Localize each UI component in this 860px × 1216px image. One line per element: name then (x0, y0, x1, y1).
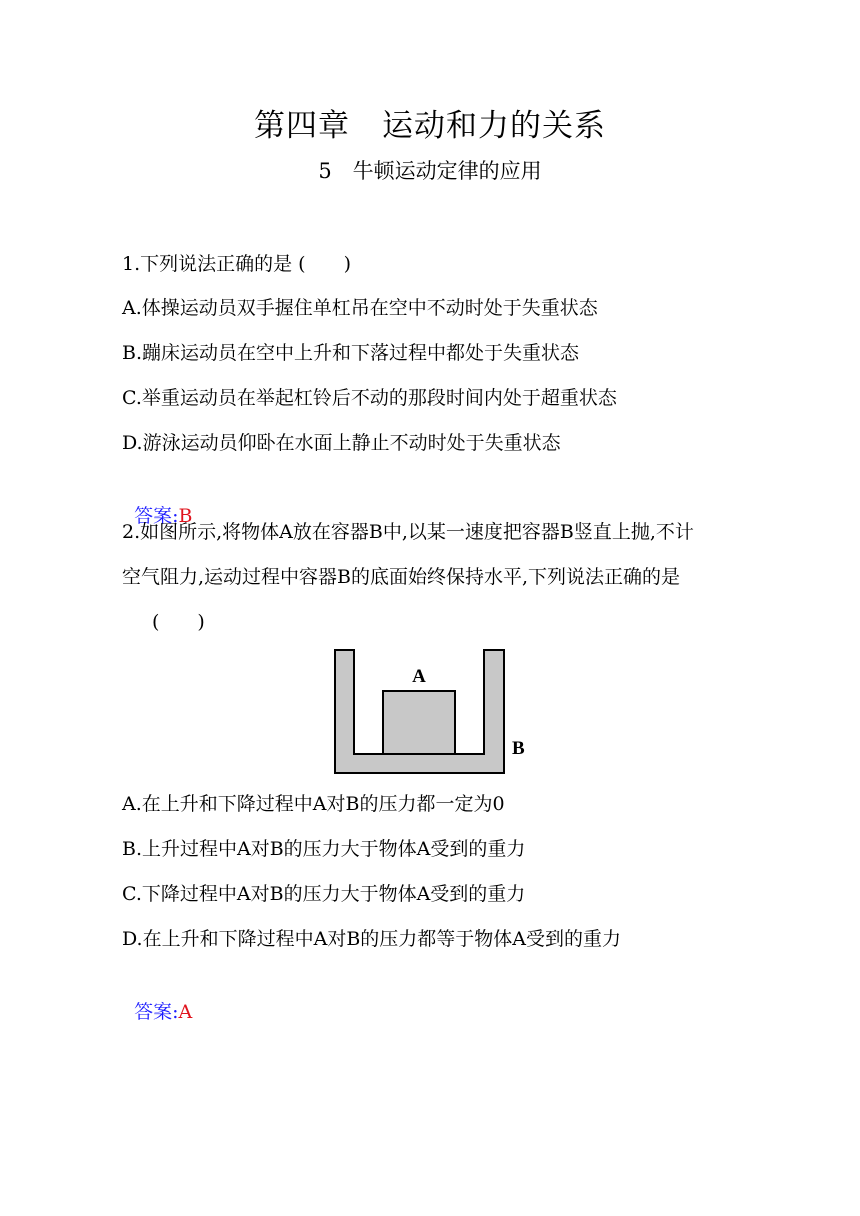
block-a-label: A (412, 666, 426, 687)
container-figure (332, 648, 532, 778)
question-1-stem: 1.下列说法正确的是 ( ) (122, 253, 351, 275)
container-diagram (332, 648, 532, 778)
question-2-option-d: D.在上升和下降过程中A对B的压力都等于物体A受到的重力 (122, 928, 622, 950)
question-1-option-a: A.体操运动员双手握住单杠吊在空中不动时处于失重状态 (122, 297, 598, 319)
answer-label: 答案: (134, 505, 179, 527)
question-2-stem-line-1: 2.如图所示,将物体A放在容器B中,以某一速度把容器B竖直上抛,不计 (122, 521, 694, 543)
section-subtitle: 5 牛顿运动定律的应用 (318, 159, 542, 183)
question-2-option-b: B.上升过程中A对B的压力大于物体A受到的重力 (122, 838, 526, 860)
question-2-stem-line-2: 空气阻力,运动过程中容器B的底面始终保持水平,下列说法正确的是 (122, 566, 681, 588)
question-2-stem-line-3: ( ) (152, 611, 205, 633)
answer-value: A (178, 1001, 193, 1023)
page-title: 第四章 运动和力的关系 (254, 108, 606, 144)
question-2-answer (122, 970, 192, 1026)
answer-label: 答案: (134, 1001, 179, 1023)
question-2-option-c: C.下降过程中A对B的压力大于物体A受到的重力 (122, 883, 526, 905)
answer-value: B (178, 505, 193, 527)
block-a-shape (383, 691, 455, 754)
question-1-option-c: C.举重运动员在举起杠铃后不动的那段时间内处于超重状态 (122, 387, 617, 409)
question-2-option-a: A.在上升和下降过程中A对B的压力都一定为0 (122, 793, 505, 815)
question-1-option-b: B.蹦床运动员在空中上升和下落过程中都处于失重状态 (122, 342, 580, 364)
container-b-label: B (512, 738, 525, 759)
question-1-option-d: D.游泳运动员仰卧在水面上静止不动时处于失重状态 (122, 432, 561, 454)
